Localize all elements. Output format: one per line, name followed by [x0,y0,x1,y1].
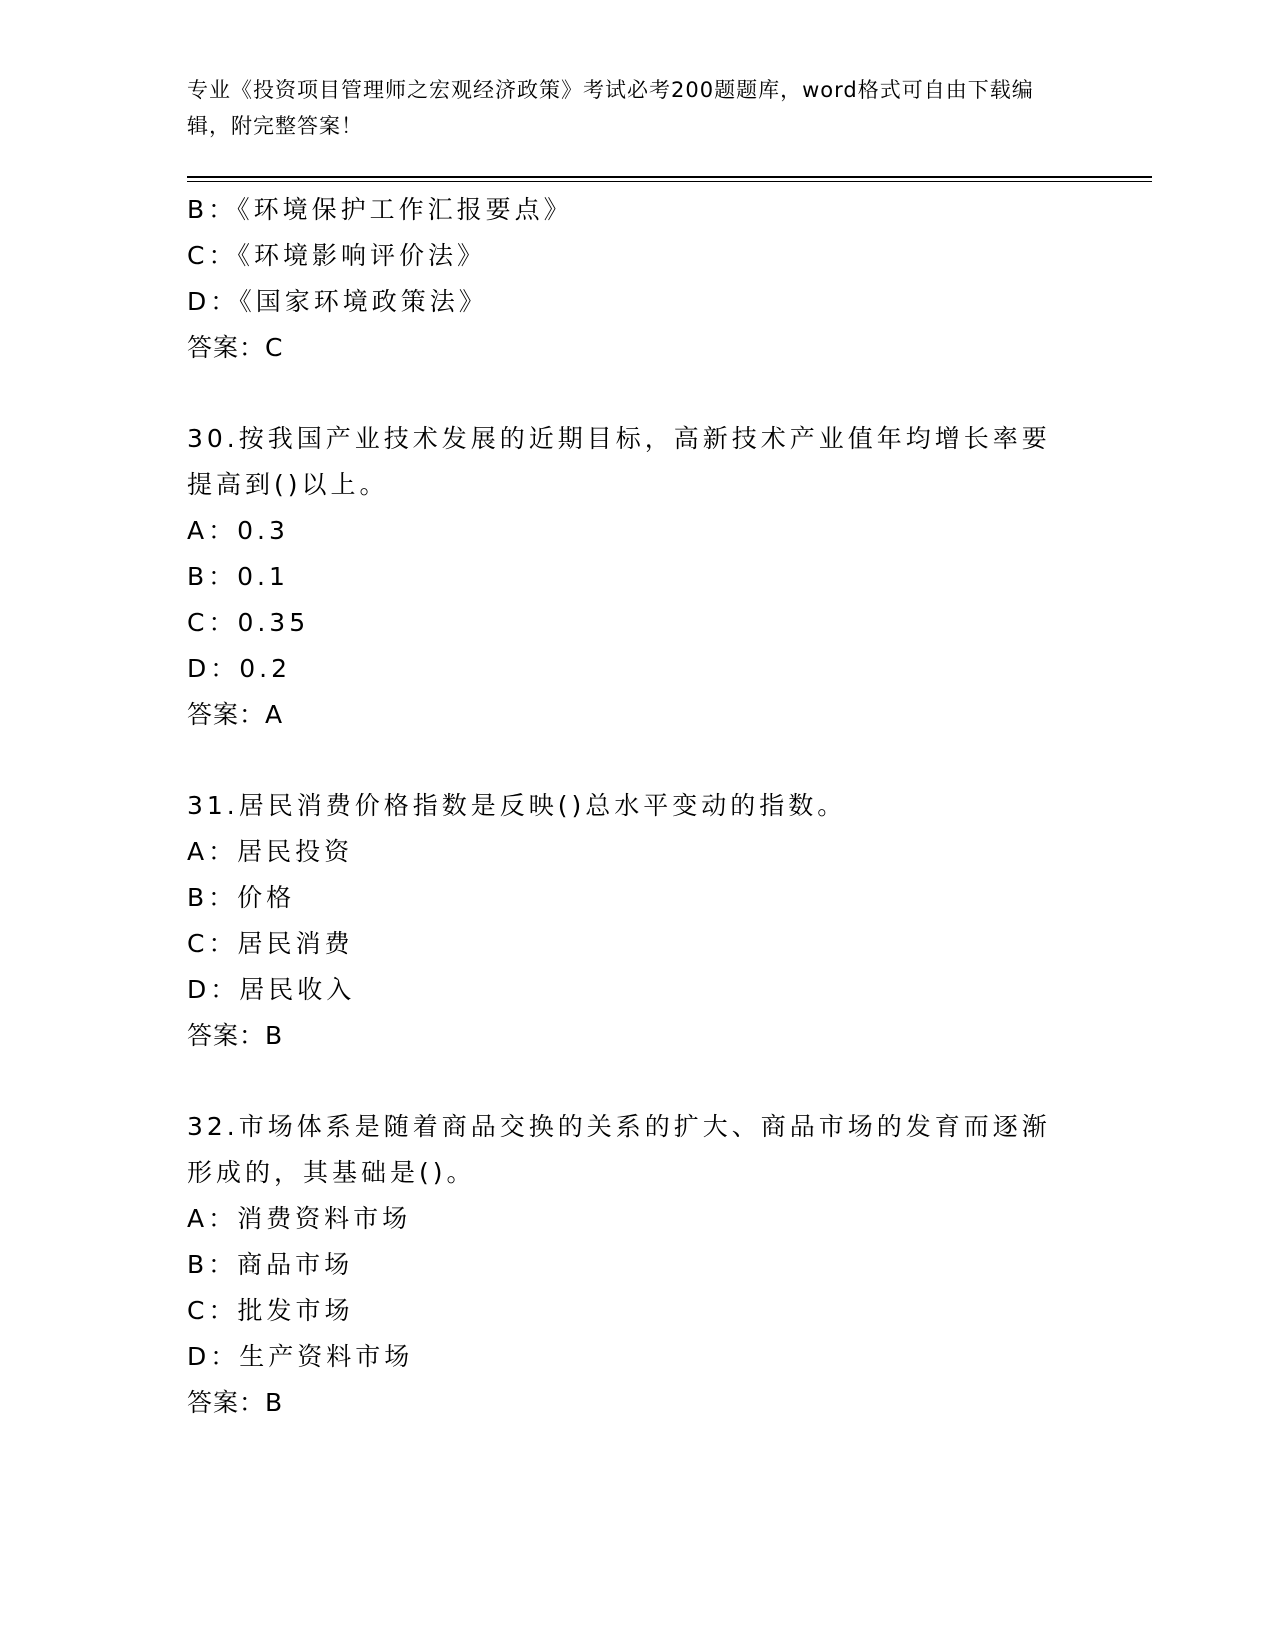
question-list [187,187,1087,1426]
question-text: 30.按我国产业技术发展的近期目标，高新技术产业值年均增长率要提高到()以上。 [187,424,1051,499]
document-header-intro: 专业《投资项目管理师之宏观经济政策》考试必考200题题库，word格式可自由下载编辑，附完整答案！ [187,78,1034,138]
option-c: C：批发市场 [187,1296,354,1325]
option-a: A：消费资料市场 [187,1204,412,1233]
answer-line: 答案：C [187,333,284,362]
option-a: A：居民投资 [187,837,354,866]
answer-line: 答案：B [187,1388,284,1417]
option-b: B：《环境保护工作汇报要点》 [187,195,573,224]
question-text: 32.市场体系是随着商品交换的关系的扩大、商品市场的发育而逐渐形成的，其基础是()。 [187,1112,1051,1187]
option-d: D：居民收入 [187,975,356,1004]
option-b: B：0.1 [187,562,289,591]
question-block-30 [187,416,1087,738]
option-a: A：0.3 [187,516,289,545]
question-block-32 [187,1104,1087,1426]
option-d: D：0.2 [187,654,292,683]
header-divider-thick [187,176,1152,178]
question-text: 31.居民消费价格指数是反映()总水平变动的指数。 [187,791,847,820]
option-d: D：生产资料市场 [187,1342,414,1371]
question-block-31 [187,783,1087,1059]
option-c: C：居民消费 [187,929,354,958]
option-c: C：0.35 [187,608,310,637]
answer-line: 答案：B [187,1021,284,1050]
option-b: B：商品市场 [187,1250,354,1279]
partial-question-block [187,187,1087,371]
option-c: C：《环境影响评价法》 [187,241,486,270]
option-b: B：价格 [187,883,296,912]
option-d: D：《国家环境政策法》 [187,287,488,316]
answer-line: 答案：A [187,700,284,729]
header-divider-thin [187,181,1152,182]
